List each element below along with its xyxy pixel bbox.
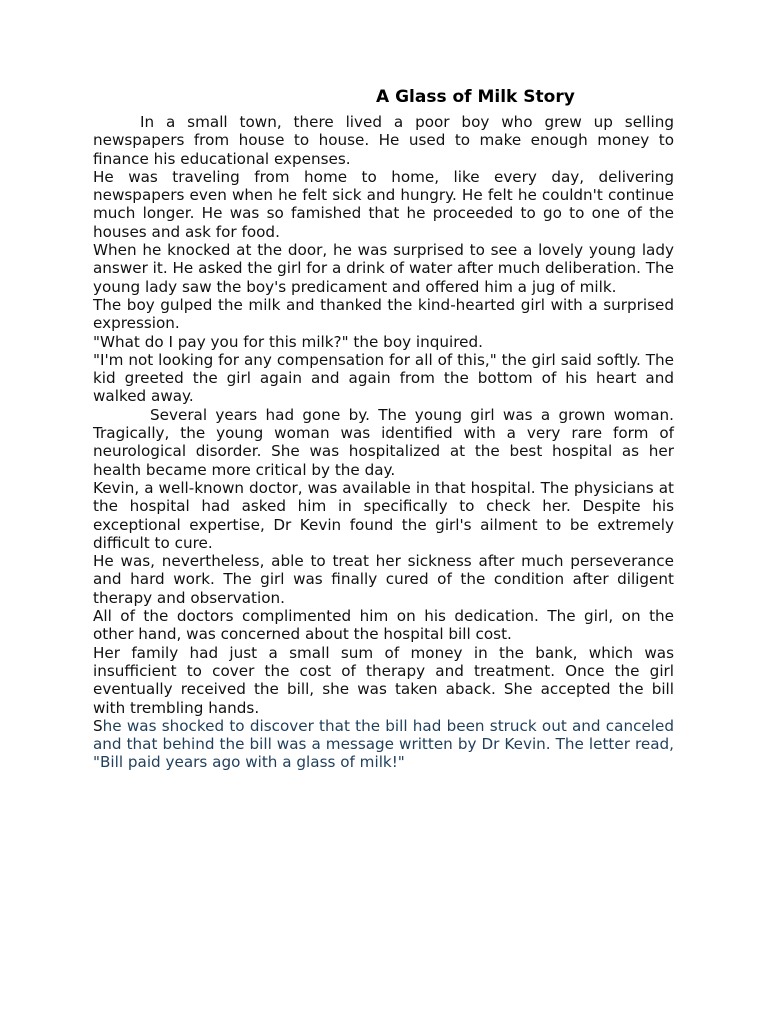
paragraph-2: He was traveling from home to home, like every day, delivering newspapers even when he felt sick and hungry. He felt he couldn't continue much longer. He was so famished that he proceeded to go to one of the houses and ask for food. [93,167,674,241]
paragraph-7: Several years had gone by. The young girl was a grown woman. Tragically, the young woman was identified with a very rare form of neurological disorder. She was hospitalized at the best hospital as her health became more critical by the day. [93,405,674,479]
paragraph-12-rest: he was shocked to discover that the bill had been struck out and canceled and that behind the bill was a message written by Dr Kevin. The letter read, "Bill paid years ago with a glass of milk!" [93,716,674,772]
paragraph-10: All of the doctors complimented him on his dedication. The girl, on the other hand, was concerned about the hospital bill cost. [93,607,674,644]
paragraph-9: He was, nevertheless, able to treat her sickness after much perseverance and hard work. The girl was finally cured of the condition after diligent therapy and observation. [93,552,674,607]
story-body [93,113,674,772]
paragraph-5: "What do I pay you for this milk?" the boy inquired. [93,332,483,351]
document-title: A Glass of Milk Story [376,87,575,107]
paragraph-3: When he knocked at the door, he was surprised to see a lovely young lady answer it. He asked the girl for a drink of water after much deliberation. The young lady saw the boy's predicament and offered him a jug of milk. [93,241,674,296]
paragraph-8: Kevin, a well-known doctor, was available in that hospital. The physicians at the hospital had asked him in specifically to check her. Despite his exceptional expertise, Dr Kevin found the girl's ailment to be extremely difficult to cure. [93,478,674,552]
paragraph-1: In a small town, there lived a poor boy who grew up selling newspapers from house to house. He used to make enough money to finance his educational expenses. [93,113,674,168]
paragraph-4: The boy gulped the milk and thanked the kind-hearted girl with a surprised expression. [93,295,674,333]
paragraph-12-lead: S [93,716,103,735]
paragraph-6: "I'm not looking for any compensation for all of this," the girl said softly. The kid greeted the girl again and again from the bottom of his heart and walked away. [93,350,674,406]
paragraph-11: Her family had just a small sum of money in the bank, which was insufficient to cover the cost of therapy and treatment. Once the girl eventually received the bill, she was taken aback. She accepted the bill with trembling hands. [93,643,674,717]
paragraph-12 [93,717,674,772]
